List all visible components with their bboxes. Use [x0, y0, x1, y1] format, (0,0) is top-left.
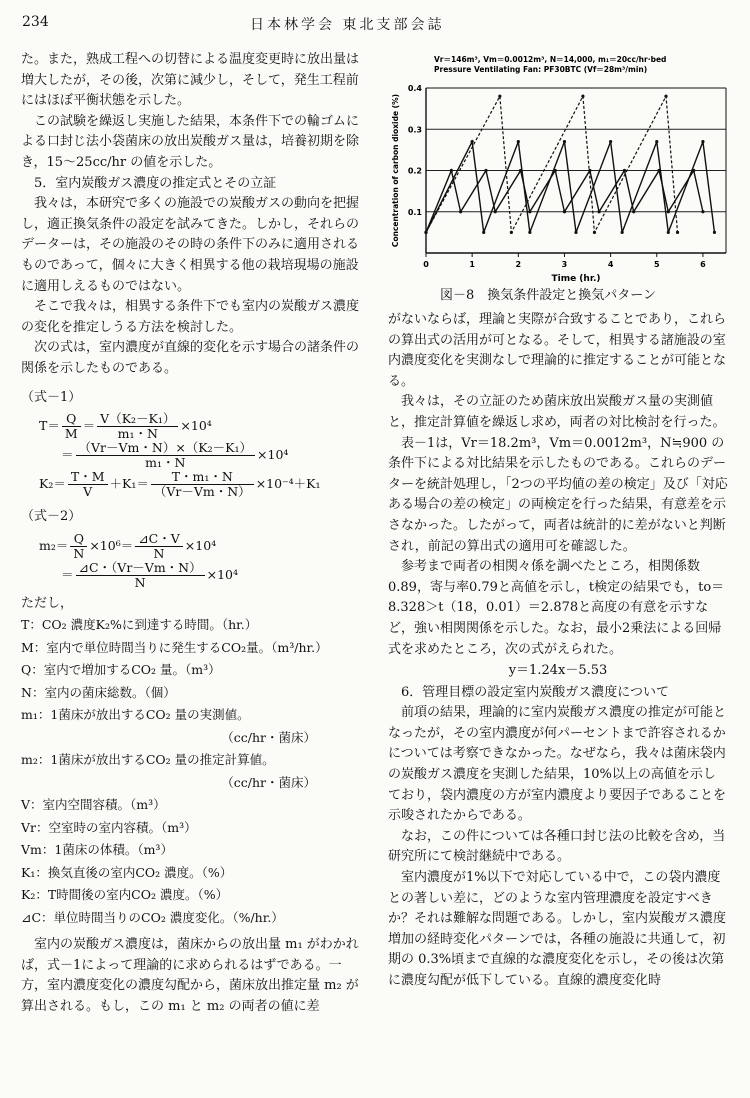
paragraph: がないならば，理論と実際が合致することであり，これらの算出式の活用が可となる。そして，相異する諸施設の室内濃度変化を実測なしで理論的に推定することが可能となる。	[388, 312, 727, 389]
numerator: T・m₁・N	[151, 470, 254, 485]
paragraph: た。また，熟成工程への切替による温度変更時に放出量は増大したが，その後，次第に減少し，そして，発生工程前にはほぼ平衡状態を示した。	[21, 52, 360, 109]
definition-unit: （cc/hr・菌床）	[221, 774, 316, 790]
definition-item: ⊿C：単位時間当りのCO₂ 濃度変化。（%/hr.）	[21, 909, 284, 925]
y-tick-label: 0.1	[407, 207, 422, 217]
eq-text: ＝	[82, 418, 96, 434]
equation-line	[21, 532, 366, 561]
fraction	[151, 470, 254, 499]
numerator: ⊿C・（Vr－Vm・N）	[76, 561, 205, 576]
data-point	[459, 210, 462, 213]
numerator: Q	[70, 532, 87, 547]
fraction	[76, 441, 256, 470]
definition-unit: （cc/hr・菌床）	[221, 729, 316, 745]
denominator: m₁・N	[145, 455, 186, 471]
numerator: Q	[62, 412, 81, 427]
figure-8	[384, 50, 734, 305]
eq-text: T＝	[39, 418, 60, 434]
definition-item: Vr：空室時の室内容積。（m³）	[21, 819, 197, 835]
data-point	[484, 169, 487, 172]
numerator: （Vr－Vm・N）×（K₂－K₁）	[76, 441, 256, 456]
y-axis-label: Concentration of carbon dioxide (%)	[391, 93, 400, 248]
denominator: N	[153, 545, 165, 561]
definition-item: Q：室内で増加するCO₂ 量。（m³）	[21, 662, 221, 678]
x-tick-label: 5	[653, 260, 660, 269]
equation-line	[21, 441, 366, 470]
definition-item: K₂：T時間後の室内CO₂ 濃度。（%）	[21, 887, 229, 903]
data-point	[676, 231, 679, 234]
section-heading: 6．管理目標の設定室内炭酸ガス濃度について	[401, 684, 670, 700]
legend-line: Vr＝146m³, Vm＝0.0012m³, N＝14,000, m₁＝20cc/hr·bed	[434, 55, 667, 64]
definition-item: Vm：1菌床の体積。（m³）	[21, 842, 173, 858]
y-tick-label: 0.4	[407, 84, 422, 93]
data-point	[528, 231, 531, 234]
paragraph: 次の式は，室内濃度が直線的変化を示す場合の諸条件の関係を示したものである。	[21, 340, 360, 376]
paragraph: 参考まで両者の相関々係を調べたところ，相関係数0.89，寄与率0.79と高値を示し，t検定の結果でも，to＝8.328＞t（18，0.01）＝2.878と高度の有意を示すなど，強い相関関係を示した。なお，最小2乗法による回帰式を求めたところ，次の式がえられた。	[388, 559, 725, 657]
data-point	[701, 140, 704, 143]
paragraph: 前項の結果，理論的に室内炭酸ガス濃度の推定が可能となったが，その室内濃度が何パーセントまで許容されるかについては考察できなかった。なぜなら，我々は菌床袋内の炭酸ガス濃度を実測した結果，10%以上の高値を示しており，袋内濃度の方が室内濃度より要因子であることを示唆されたからである。	[388, 705, 727, 824]
numerator: V（K₂－K₁）	[97, 412, 178, 427]
data-point	[667, 231, 670, 234]
page-header	[0, 12, 750, 36]
data-point	[655, 140, 658, 143]
data-point	[498, 95, 501, 98]
x-tick-label: 3	[561, 260, 568, 269]
x-tick-label: 6	[700, 260, 706, 269]
denominator: V	[83, 484, 93, 500]
paragraph: この試験を繰返し実施した結果，本条件下での輪ゴムによる口封じ法小袋菌床の放出炭酸ガス量は，培養初期を除き，15～25cc/hr の値を示した。	[21, 113, 360, 170]
fraction	[70, 532, 87, 561]
eq-text: K₂＝	[39, 476, 66, 492]
paragraph: 室内の炭酸ガス濃度は，菌床からの放出量 m₁ がわかれば，式－1によって理論的に求められるはずである。一方，室内濃度変化の濃度勾配から，菌床放出推定量 m₂ が算出される。もし，この m₁ と m₂ の両者の値に差	[21, 937, 359, 1015]
data-point	[510, 231, 513, 234]
numerator: ⊿C・V	[135, 532, 183, 547]
eq-text: ×10⁴	[180, 418, 212, 434]
eq-text: ×10⁻⁴＋K₁	[255, 476, 321, 492]
eq-text: m₂＝	[39, 537, 69, 553]
eq-text: ×10⁴	[184, 537, 217, 553]
data-point	[450, 169, 453, 172]
eq-text: ＋K₁＝	[109, 476, 149, 492]
data-point	[621, 231, 624, 234]
denominator: N	[73, 545, 85, 561]
section-heading: 5．室内炭酸ガス濃度の推定式とその立証	[34, 175, 277, 191]
data-point	[482, 231, 485, 234]
paragraph: ただし，	[21, 595, 74, 611]
definition-item: V：室内空間容積。（m³）	[21, 797, 166, 813]
y-tick-label: 0.2	[407, 166, 422, 176]
data-point	[528, 210, 531, 213]
fraction	[97, 412, 178, 441]
paragraph: 表－1は，Vr＝18.2m³，Vm＝0.0012m³，N≒900 の条件下による対比結果を示したものである。これらのデーターを統計処理し，「2つの平均値の差の検定」及び「対応ある場合の差の検定」の両検定を行った結果，有意差を示さなかった。したがって，両者は統計的に差がないと判断され，前記の算出式の適用可を確認した。	[388, 435, 728, 554]
data-point	[494, 210, 497, 213]
series-line	[426, 142, 714, 233]
data-point	[574, 231, 577, 234]
data-point	[471, 140, 474, 143]
definition-item: N：室内の菌床総数。（個）	[21, 684, 176, 700]
data-point	[623, 169, 626, 172]
equation-2	[21, 532, 366, 590]
x-tick-label: 4	[607, 260, 614, 269]
co2-chart	[384, 50, 734, 285]
data-point	[667, 210, 670, 213]
definition-item: m₁：1菌床が放出するCO₂ 量の実測値。	[21, 707, 250, 723]
data-point	[632, 210, 635, 213]
journal-title: 日本林学会 東北支部会誌	[250, 17, 445, 33]
paragraph: 室内濃度が1%以下で対応している中で，この袋内濃度との著しい差に，どのような室内管理濃度を設定すべきか？それは難解な問題である。しかし，室内炭酸ガス濃度増加の経時変化パターンでは，各種の施設に共通して，初期の 0.3%頃まで直線的な濃度変化を示し，その後は次第に濃度勾配が低下している。直線的濃度変化時	[388, 870, 727, 988]
denominator: m₁・N	[117, 426, 158, 442]
definition-item: T：CO₂ 濃度K₂%に到達する時間。（hr.）	[21, 617, 258, 633]
data-point	[713, 231, 716, 234]
paragraph: なお，この件については各種口封じ法の比較を含め，当研究所にて検討継続中である。	[388, 828, 726, 865]
right-column	[388, 310, 728, 992]
denominator: （Vr－Vm・N）	[153, 484, 251, 500]
denominator: N	[134, 574, 146, 590]
fraction	[135, 532, 183, 561]
eq-text: ×10⁴	[257, 447, 289, 463]
paragraph: そこで我々は，相異する条件下でも室内の炭酸ガス濃度の変化を推定しうる方法を検討した。	[21, 299, 360, 335]
equation-label: （式－1）	[21, 389, 82, 405]
data-point	[424, 231, 427, 234]
equation-line	[21, 561, 366, 590]
data-point	[563, 140, 566, 143]
eq-text: ×10⁴	[206, 566, 239, 582]
equation-1	[21, 412, 366, 499]
data-point	[609, 140, 612, 143]
data-point	[563, 210, 566, 213]
definitions-list	[21, 614, 366, 929]
regression-equation: y＝1.24x－5.53	[508, 663, 608, 679]
fraction	[62, 412, 81, 441]
x-tick-label: 2	[515, 260, 522, 269]
definition-item: m₂：1菌床が放出するCO₂ 量の推定計算値。	[21, 752, 275, 768]
figure-caption: 図－8 換気条件設定と換気パターン	[440, 288, 657, 303]
page-number: 234	[22, 14, 49, 30]
definition-item: M：室内で単位時間当りに発生するCO₂量。（m³/hr.）	[21, 639, 328, 655]
data-point	[581, 95, 584, 98]
equation-line	[21, 412, 366, 441]
paragraph: 我々は，その立証のため菌床放出炭酸ガス量の実測値と，推定計算値を繰返し求め，両者の対比検討を行った。	[388, 394, 726, 430]
data-point	[597, 210, 600, 213]
legend-line: Pressure Ventilating Fan: PF30BTC (Vf＝28m³/min)	[434, 65, 648, 74]
definition-item: K₁：換気直後の室内CO₂ 濃度。（%）	[21, 864, 233, 880]
data-point	[517, 140, 520, 143]
data-point	[664, 95, 667, 98]
y-tick-label: 0.3	[407, 125, 422, 135]
fraction	[68, 470, 108, 499]
x-tick-label: 0	[423, 260, 429, 269]
fraction	[76, 561, 205, 590]
data-point	[701, 210, 704, 213]
equation-line	[21, 470, 366, 499]
data-point	[593, 231, 596, 234]
denominator: M	[64, 426, 78, 442]
numerator: T・M	[68, 470, 108, 485]
eq-text: ×10⁶＝	[89, 537, 134, 553]
x-axis-label: Time (hr.)	[551, 274, 601, 284]
left-column	[21, 50, 366, 1018]
eq-text: ＝	[61, 566, 74, 582]
x-tick-label: 1	[469, 260, 475, 269]
eq-text: ＝	[61, 447, 74, 463]
paragraph: 我々は，本研究で多くの施設での炭酸ガスの動向を把握し，適正換気条件の設定を試みてきた。しかし，それらのデーターは，その施設のその時の条件下のみに適用されるものであって，個々に大きく相異する他の栽培現場の施設に適用しえるものではない。	[21, 196, 360, 294]
equation-label: （式－2）	[21, 509, 82, 525]
